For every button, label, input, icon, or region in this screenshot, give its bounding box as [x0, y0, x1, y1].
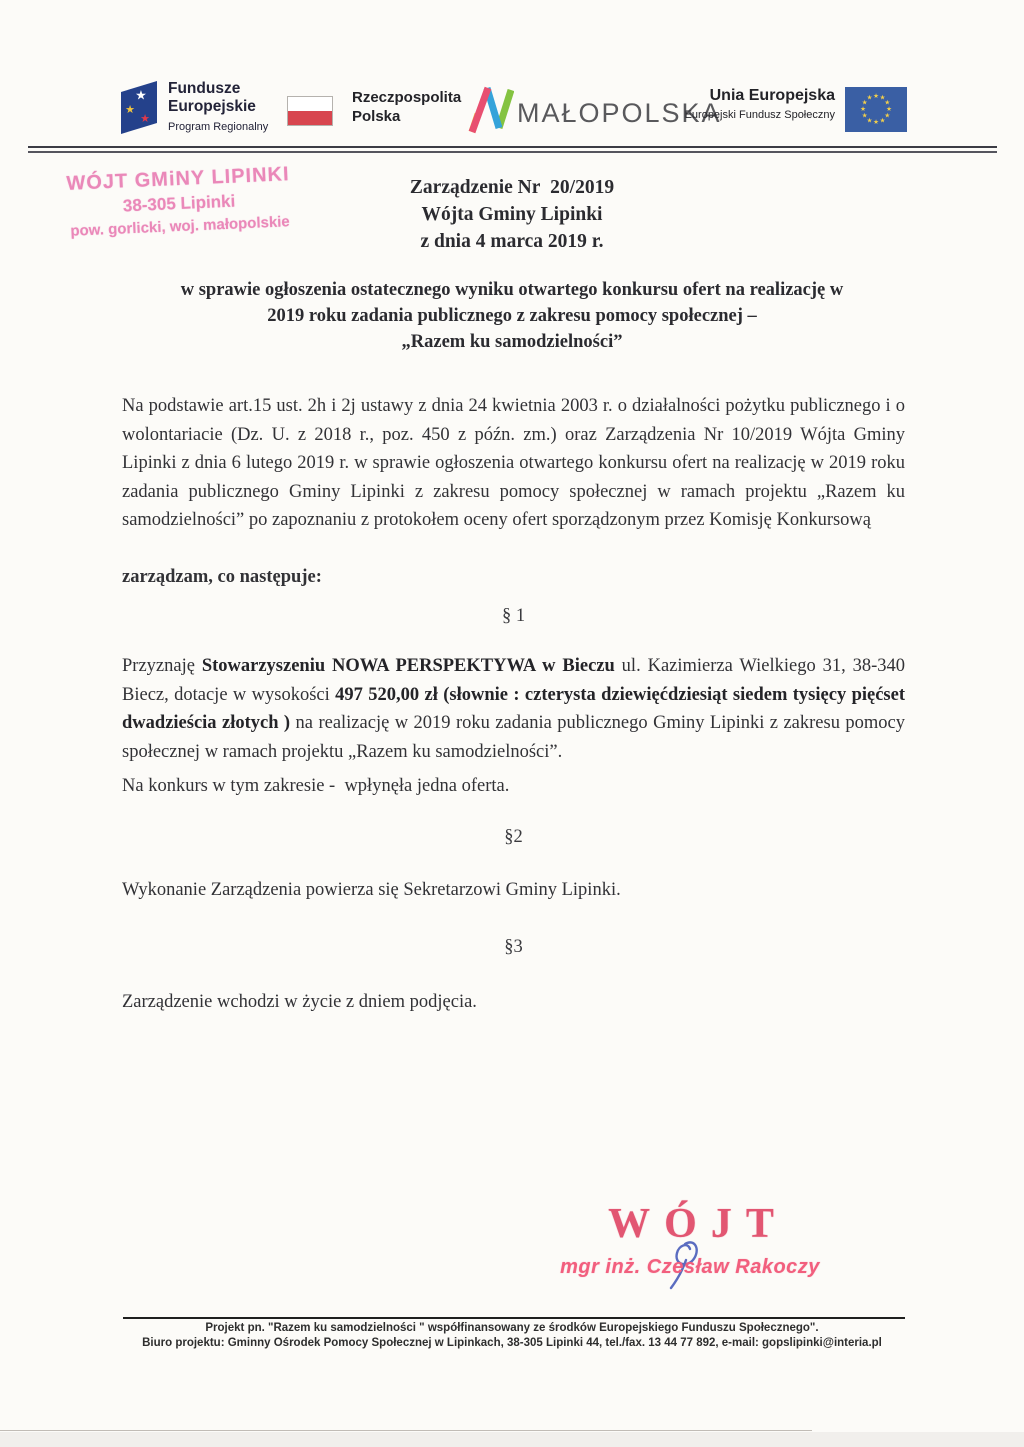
office-stamp-line1: WÓJT GMiNY LIPINKI: [66, 163, 290, 195]
svg-text:★: ★: [861, 99, 868, 107]
scan-edge-strip: [0, 1432, 1024, 1447]
office-stamp: [47, 160, 312, 243]
fundusze-europejskie-label: [168, 80, 268, 135]
par1-amount: 497 520,00 zł (słownie : czterysta dziewięćdziesiąt siedem tysięcy pięćset dwadzieścia złotych ): [122, 684, 905, 733]
svg-text:★: ★: [873, 93, 879, 100]
eu-line2: Europejski Fundusz Społeczny: [684, 109, 835, 121]
legal-basis-paragraph: Na podstawie art.15 ust. 2h i 2j ustawy z dnia 24 kwietnia 2003 r. o działalności pożytku publicznego i o wolontariacie (Dz. U. z 2018 r., poz. 450 z późn. zm.) oraz Zarządzenia Nr 10/2019 Wójta Gminy Lipinki z dnia 6 lutego 2019 r. w sprawie ogłoszenia otwartego konkursu ofert na realizację w 2019 roku zadania publicznego Gminy Lipinki z zakresu pomocy społecznej w ramach projektu „Razem ku samodzielności” po zapoznaniu z protokołem oceny ofert sporządzonym przez Komisję Konkursową: [122, 396, 905, 530]
par1-text: Przyznaję: [122, 656, 202, 676]
svg-text:★: ★: [125, 104, 135, 116]
malopolska-label: MAŁOPOLSKA: [517, 98, 722, 128]
footer-line2: Biuro projektu: Gminny Ośrodek Pomocy Społecznej w Lipinkach, 38-305 Lipinki 44, tel./fax. 13 44 77 892, e-mail: gopslipinki@interia.pl: [142, 1337, 882, 1349]
header-divider-top: [28, 146, 997, 148]
footer-divider: [123, 1317, 905, 1319]
svg-text:★: ★: [140, 113, 150, 125]
section-2-paragraph: Wykonanie Zarządzenia powierza się Sekretarzowi Gminy Lipinki.: [122, 880, 621, 900]
section-3-mark: §3: [504, 937, 523, 957]
pl-line2: Polska: [352, 108, 401, 125]
eu-flag-icon: [845, 87, 907, 132]
svg-text:★: ★: [861, 112, 868, 120]
svg-text:★: ★: [886, 106, 892, 113]
subject-line3: „Razem ku samodzielności”: [401, 332, 623, 352]
section-2-mark: §2: [504, 827, 523, 847]
title-line3: z dnia 4 marca 2019 r.: [420, 231, 604, 252]
fundusze-europejskie-flag-icon: [117, 78, 161, 136]
par1-text2: ul. Kazimierza Wielkiego 31, 38-340 Biecz, dotacje w wysokości: [122, 656, 905, 705]
page-title: [312, 174, 712, 255]
section-1-paragraph: [122, 652, 905, 766]
eu-line1: Unia Europejska: [709, 87, 835, 104]
section-1-mark: § 1: [501, 606, 526, 626]
unia-europejska-label: [620, 86, 835, 123]
subject-heading: [112, 277, 912, 355]
section-3-paragraph: Zarządzenie wchodzi w życie z dniem podjęcia.: [122, 992, 477, 1012]
svg-text:★: ★: [884, 112, 891, 120]
par1-text3: na realizację w 2019 roku zadania publicznego Gminy Lipinki z zakresu pomocy społecznej w ramach projektu „Razem ku samodzielności”.: [122, 713, 905, 762]
footer-line1: Projekt pn. "Razem ku samodzielności " współfinansowany ze środków Europejskiego Funduszu Społecznego".: [205, 1322, 819, 1334]
ordain-clause: zarządzam, co następuje:: [122, 567, 322, 587]
subject-line1: w sprawie ogłoszenia ostatecznego wyniku otwartego konkursu ofert na realizację w: [180, 280, 844, 300]
svg-text:★: ★: [860, 106, 866, 113]
fe-line2: Europejskie: [168, 98, 256, 115]
header-divider-bottom: [28, 151, 997, 153]
wojt-title-stamp: WÓJT: [608, 1201, 788, 1247]
pl-line1: Rzeczpospolita: [352, 89, 462, 106]
fe-line1: Fundusze: [168, 80, 241, 97]
title-line1: Zarządzenie Nr 20/2019: [409, 177, 615, 198]
title-line2: Wójta Gminy Lipinki: [421, 204, 603, 225]
signer-name-stamp: mgr inż. Czesław Rakoczy: [560, 1256, 820, 1278]
scan-edge-line: [0, 1430, 812, 1431]
svg-text:★: ★: [879, 94, 886, 102]
poland-flag-icon: [287, 96, 333, 126]
svg-text:★: ★: [866, 117, 873, 125]
svg-text:★: ★: [873, 119, 879, 126]
fe-line3: Program Regionalny: [168, 121, 269, 133]
offer-note: Na konkurs w tym zakresie - wpłynęła jedna oferta.: [122, 776, 510, 796]
rzeczpospolita-polska-label: [352, 88, 461, 126]
svg-text:★: ★: [866, 94, 873, 102]
svg-text:★: ★: [884, 99, 891, 107]
office-stamp-line2: 38-305 Lipinki: [122, 191, 236, 216]
malopolska-m-icon: [468, 84, 514, 134]
office-stamp-line3: pow. gorlicki, woj. małopolskie: [70, 213, 291, 240]
svg-text:★: ★: [879, 117, 886, 125]
svg-text:★: ★: [135, 87, 147, 103]
par1-beneficiary: Stowarzyszeniu NOWA PERSPEKTYWA w Bieczu: [201, 656, 615, 676]
logo-strip: [0, 70, 1024, 150]
subject-line2: 2019 roku zadania publicznego z zakresu pomocy społecznej –: [267, 306, 757, 326]
